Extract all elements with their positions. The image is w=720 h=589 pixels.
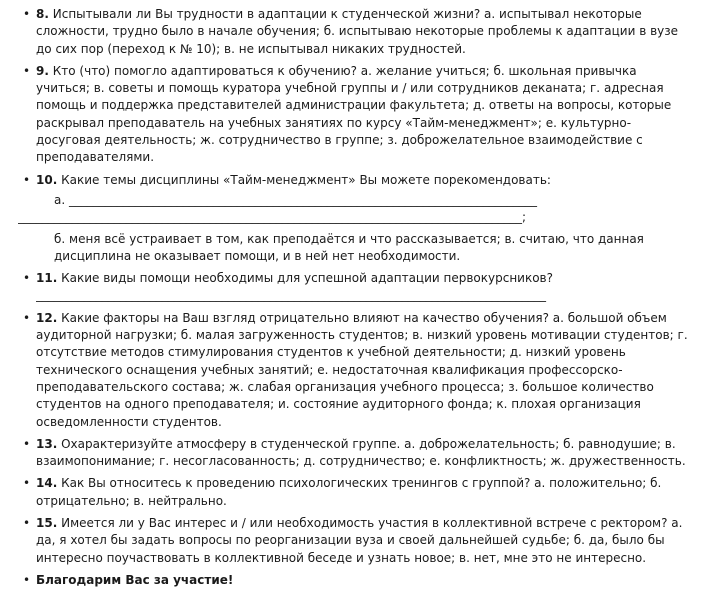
question-text: Имеется ли у Вас интерес и / или необходимость участия в коллективной встрече с ректором? а. да, я хотел бы задать вопросы по реорганизации вуза и своей дальнейшей судьбе; б. да, было бы интересно поучаствовать в коллективной беседе и узнать новое; в. нет, мне это не интересно. [36, 516, 683, 565]
question-text: Кто (что) помогло адаптироваться к обучению? а. желание учиться; б. школьная привычка учиться; в. советы и помощь куратора учебной группы и / или сотрудников деканата; г. адресная помощь и поддержка представителей администрации факультета; д. ответы на вопросы, которые раскрывал преподаватель на учебных занятиях по курсу «Тайм-менеджмент»; е. культурно-досуговая деятельность; ж. сотрудничество в группе; з. доброжелательное взаимодействие с преподавателями. [36, 63, 672, 165]
q10-answer-a-continuation [18, 209, 690, 226]
q10-answer-b [18, 231, 690, 266]
bullet: • [23, 310, 31, 325]
question-number: 10. [36, 172, 58, 187]
question-text: Какие темы дисциплины «Тайм-менеджмент» Вы можете порекомендовать: [61, 172, 551, 187]
thanks-item [18, 572, 690, 589]
answer-blank-line[interactable]: а. ______________________________________________________________________________ [54, 192, 537, 207]
question-number: 9. [36, 63, 49, 78]
answer-blank-line[interactable]: ____________________________________________________________________________________; [18, 210, 527, 225]
question-8 [18, 6, 690, 58]
bullet: • [23, 63, 31, 78]
question-text: Испытывали ли Вы трудности в адаптации к студенческой жизни? а. испытывал некоторые сложности, трудно было в начале обучения; б. испытываю некоторые проблемы к адаптации в вузе до сих пор (переход к № 10); в. не испытывал никаких трудностей. [36, 7, 679, 56]
bullet: • [23, 7, 31, 21]
question-text: Охарактеризуйте атмосферу в студенческой группе. а. доброжелательность; б. равнодушие; в. взаимопонимание; г. несогласованность; д. сотрудничество; е. конфликтность; ж. дружественность. [36, 436, 686, 469]
question-10 [18, 172, 690, 189]
bullet: • [23, 476, 31, 491]
question-text: Какие виды помощи необходимы для успешной адаптации первокурсников? [61, 271, 553, 286]
question-number: 15. [36, 516, 58, 531]
bullet: • [23, 271, 31, 286]
bullet: • [23, 572, 31, 587]
q10-answer-a [18, 192, 690, 209]
question-text: Как Вы относитесь к проведению психологических тренингов с группой? а. положительно; б. отрицательно; в. нейтрально. [36, 476, 662, 508]
question-number: 11. [36, 271, 58, 286]
bullet: • [23, 436, 31, 451]
answer-option-text: б. меня всё устраивает в том, как преподаётся и что рассказывается; в. считаю, что данная дисциплина не оказывает помощи, и в ней нет необходимости. [54, 231, 644, 263]
question-9 [18, 63, 690, 167]
answer-blank-line[interactable]: _____________________________________________________________________________________ [36, 288, 546, 303]
question-15 [18, 515, 690, 567]
question-12 [18, 310, 690, 431]
bullet: • [23, 172, 31, 187]
question-text: Какие факторы на Ваш взгляд отрицательно влияют на качество обучения? а. большой объем аудиторной нагрузки; б. малая загруженность студентов; в. низкий уровень мотивации студентов; г. отсутствие методов стимулирования студентов к учебной деятельности; д. низкий уровень технического оснащения учебных занятий; е. недостаточная квалификация профессорско-преподавательского состава; ж. слабая организация учебного процесса; з. большое количество студентов на одного преподавателя; и. состояние аудиторного фонда; к. плохая организация осведомленности студентов. [36, 310, 688, 429]
bullet: • [23, 516, 31, 531]
question-13 [18, 436, 690, 471]
thanks-text: Благодарим Вас за участие! [36, 572, 234, 587]
question-14 [18, 475, 690, 510]
question-number: 14. [36, 476, 58, 491]
question-number: 13. [36, 436, 58, 451]
question-number: 8. [36, 7, 49, 21]
question-number: 12. [36, 310, 58, 325]
question-11 [18, 270, 690, 305]
